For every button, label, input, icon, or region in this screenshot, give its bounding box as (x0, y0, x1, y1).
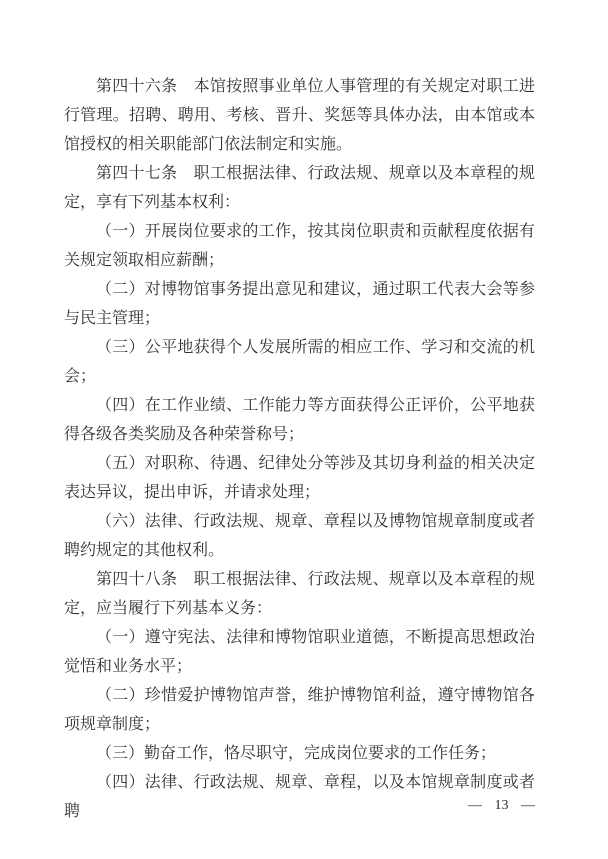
paragraph-article-47-item-3: （三）公平地获得个人发展所需的相应工作、学习和交流的机会； (64, 339, 535, 385)
paragraph-article-47-item-1: （一）开展岗位要求的工作，按其岗位职责和贡献程度依据有关规定领取相应薪酬； (64, 223, 535, 269)
paragraph-article-47-item-2: （二）对博物馆事务提出意见和建议，通过职工代表大会等参与民主管理； (64, 281, 535, 327)
paragraph-article-47-item-5: （五）对职称、待遇、纪律处分等涉及其切身利益的相关决定表达异议，提出申诉，并请求处理； (64, 455, 535, 501)
paragraph-article-47-intro: 第四十七条 职工根据法律、行政法规、规章以及本章程的规定，享有下列基本权利： (64, 165, 535, 211)
paragraph-article-48-intro: 第四十八条 职工根据法律、行政法规、规章以及本章程的规定，应当履行下列基本义务： (64, 571, 535, 617)
page-number: — 13 — (468, 798, 535, 813)
paragraph-article-46: 第四十六条 本馆按照事业单位人事管理的有关规定对职工进行管理。招聘、聘用、考核、晋升、奖惩等具体办法，由本馆或本馆授权的相关职能部门依法制定和实施。 (64, 78, 535, 153)
paragraph-article-47-item-6: （六）法律、行政法规、规章、章程以及博物馆规章制度或者聘约规定的其他权利。 (64, 513, 535, 559)
paragraph-article-48-item-4: （四）法律、行政法规、规章、章程，以及本馆规章制度或者聘 (64, 774, 535, 820)
paragraph-article-48-item-1: （一）遵守宪法、法律和博物馆职业道德，不断提高思想政治觉悟和业务水平； (64, 629, 535, 675)
paragraph-article-48-item-2: （二）珍惜爱护博物馆声誉，维护博物馆利益，遵守博物馆各项规章制度； (64, 687, 535, 733)
paragraph-article-48-item-3: （三）勤奋工作，恪尽职守，完成岗位要求的工作任务； (96, 745, 497, 762)
page-body (64, 72, 535, 826)
paragraph-article-47-item-4: （四）在工作业绩、工作能力等方面获得公正评价，公平地获得各级各类奖励及各种荣誉称号； (64, 397, 535, 443)
